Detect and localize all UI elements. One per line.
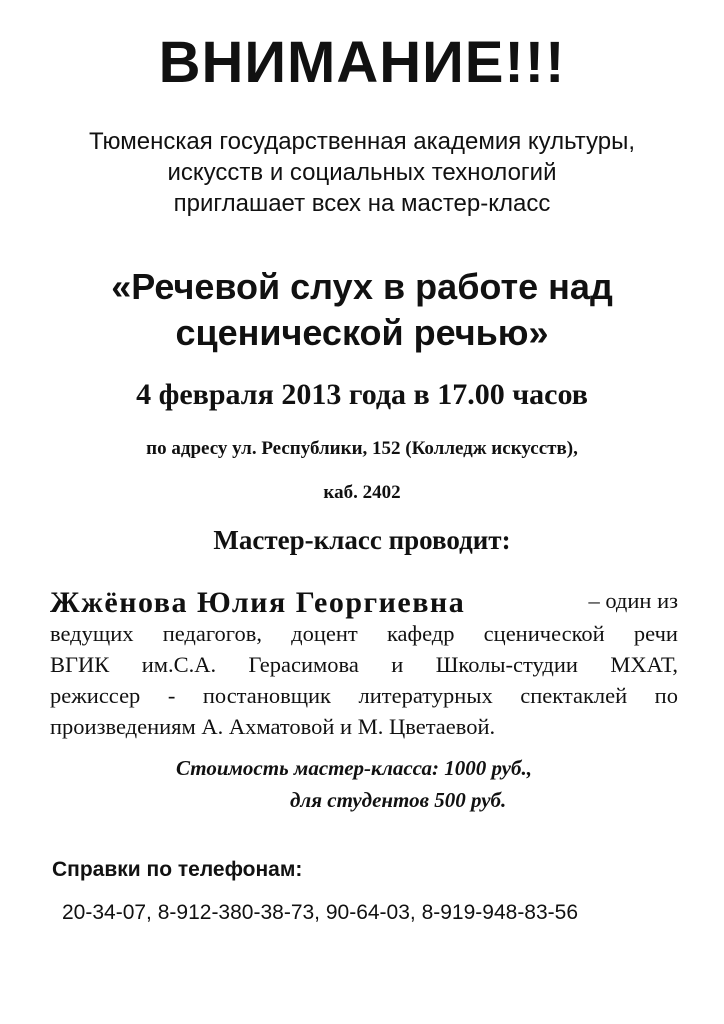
- bio-word: им.С.А.: [141, 652, 217, 677]
- bio-word: Школы-студии: [435, 652, 578, 677]
- price-line: Стоимость мастер-класса: 1000 руб.,: [176, 756, 532, 780]
- bio-word: спектаклей: [520, 683, 628, 708]
- bio-word: педагогов,: [162, 621, 262, 646]
- bio-word: постановщик: [202, 683, 331, 708]
- title-line: «Речевой слух в работе над: [111, 266, 613, 307]
- organizer-intro: [0, 126, 724, 219]
- bio-word: сценической: [483, 621, 605, 646]
- leader-bio: [50, 580, 678, 742]
- bio-word: доцент: [291, 621, 358, 646]
- bio-word: ВГИК: [50, 652, 110, 677]
- bio-word: по: [654, 683, 678, 708]
- bio-word: -: [167, 683, 176, 708]
- bio-line: [50, 580, 678, 618]
- bio-text: – один из: [588, 588, 678, 613]
- event-address: по адресу ул. Республики, 152 (Колледж искусств),: [146, 438, 578, 459]
- masterclass-title: [0, 264, 724, 356]
- bio-word: кафедр: [386, 621, 455, 646]
- bio-line: [50, 711, 678, 742]
- bio-word: МХАТ,: [610, 652, 678, 677]
- intro-line: приглашает всех на мастер-класс: [173, 190, 551, 217]
- bio-line: [50, 618, 678, 649]
- leader-name: Жжёнова Юлия Георгиевна: [50, 586, 466, 619]
- student-price-line: для студентов 500 руб.: [290, 788, 507, 812]
- bio-word: литературных: [358, 683, 493, 708]
- bio-word: Герасимова: [248, 652, 359, 677]
- bio-text: произведениям А. Ахматовой и М. Цветаевой.: [50, 714, 496, 739]
- title-line: сценической речью»: [175, 312, 549, 353]
- leader-heading: Мастер-класс проводит:: [213, 525, 511, 555]
- phone-numbers: 20-34-07, 8-912-380-38-73, 90-64-03, 8-919-948-83-56: [62, 901, 579, 924]
- bio-line: [50, 680, 678, 711]
- bio-word: ведущих: [50, 621, 134, 646]
- event-datetime: 4 февраля 2013 года в 17.00 часов: [136, 378, 588, 411]
- bio-word: и: [391, 652, 404, 677]
- bio-word: речи: [633, 621, 678, 646]
- intro-line: Тюменская государственная академия культуры,: [88, 128, 636, 155]
- event-room: каб. 2402: [323, 482, 401, 503]
- headline: ВНИМАНИЕ!!!: [158, 30, 566, 95]
- bio-word: режиссер: [50, 683, 141, 708]
- contacts-heading: Справки по телефонам:: [52, 858, 303, 881]
- bio-line: [50, 649, 678, 680]
- intro-line: искусств и социальных технологий: [167, 159, 557, 186]
